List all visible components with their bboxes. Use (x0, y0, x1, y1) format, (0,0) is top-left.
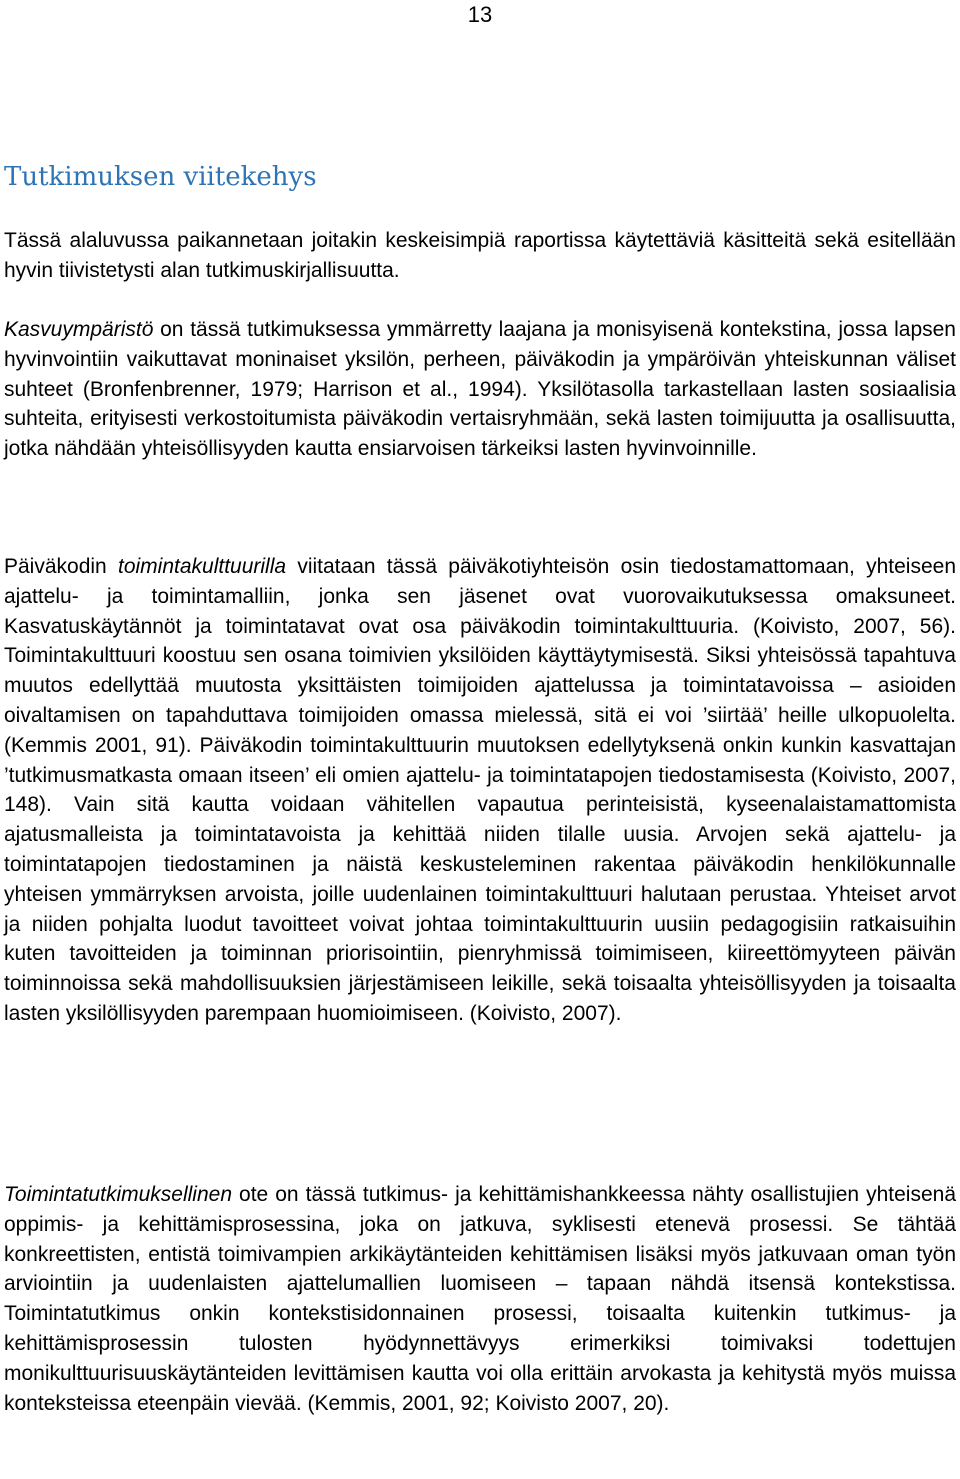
paragraph-intro (4, 226, 956, 286)
paragraph-toimintakulttuuri-text: viitataan tässä päiväkotiyhteisön osin tiedostamattomaan, yhteiseen ajattelu- ja toimintamalliin, jonka sen jäsenet ovat vuorovaikutuksessa omaksuneet. Kasvatuskäytännöt ja toimintatavat ovat osa päiväkodin toimintakulttuuria. (Koivisto, 2007, 56). Toimintakulttuuri koostuu sen osana toimivien yksilöiden käyttäytymisestä. Siksi yhteisössä tapahtuva muutos edellyttää muutosta yksittäisten toimijoiden ajattelussa ja toimintatavoissa – asioiden oivaltamisen on tapahduttava toimijoiden omassa mielessä, sitä ei voi ’siirtää’ heille ulkopuolelta. (Kemmis 2001, 91). Päiväkodin toimintakulttuurin muutoksen edellytyksenä onkin kunkin kasvattajan ’tutkimusmatkasta omaan itseen’ eli omien ajattelu- ja toimintatapojen tiedostamisesta (Koivisto, 2007, 148). Vain sitä kautta voidaan vähitellen vapautua perinteisistä, kyseenalaistamattomista ajatusmalleista ja toimintatavoista ja kehittää niiden tilalle uusia. Arvojen sekä ajattelu- ja toimintatapojen tiedostaminen ja näistä keskusteleminen rakentaa päiväkodin henkilökunnalle yhteisen ymmärryksen arvoista, joille uudenlainen toimintakulttuuri halutaan perustaa. Yhteiset arvot ja niiden pohjalta luodut tavoitteet voivat johtaa toimintakulttuurin uusiin pedagogisiin ratkaisuihin kuten tavoitteiden ja toiminnan priorisointiin, pienryhmissä toimimiseen, kiireettömyyteen päivän toiminnoissa sekä mahdollisuuksien järjestämiseen leikille, sekä toisaalta yhteisöllisyyden ja toisaalta lasten yksilöllisyyden parempaan huomioimiseen. (Koivisto, 2007). (4, 555, 956, 1025)
paragraph-toimintakulttuuri-lead: Päiväkodin (4, 555, 118, 578)
paragraph-toimintatutkimus (4, 1180, 956, 1418)
paragraph-toimintakulttuuri (4, 552, 956, 1029)
page-number: 13 (467, 2, 493, 27)
paragraph-kasvuymparisto (4, 315, 956, 464)
paragraph-intro-text: Tässä alaluvussa paikannetaan joitakin keskeisimpiä raportissa käytettäviä käsitteitä sekä esitellään hyvin tiivistetysti alan tutkimuskirjallisuutta. (4, 229, 956, 282)
term-toimintatutkimuksellinen: Toimintatutkimuksellinen (4, 1183, 232, 1206)
section-heading: Tutkimuksen viitekehys (4, 162, 317, 192)
term-toimintakulttuuri: toimintakulttuurilla (118, 555, 287, 578)
paragraph-kasvuymparisto-text: on tässä tutkimuksessa ymmärretty laajana ja monisyisenä kontekstina, jossa lapsen hyvinvointiin vaikuttavat moninaiset yksilön, perheen, päiväkodin ja ympäröivän yhteiskunnan väliset suhteet (Bronfenbrenner, 1979; Harrison et al., 1994). Yksilötasolla tarkastellaan lasten sosiaalisia suhteita, erityisesti verkostoitumista päiväkodin vertaisryhmään, sekä lasten toimijuutta ja osallisuutta, jotka nähdään yhteisöllisyyden kautta ensiarvoisen tärkeiksi lasten hyvinvoinnille. (4, 318, 956, 461)
paragraph-toimintatutkimus-text: ote on tässä tutkimus- ja kehittämishankkeessa nähty osallistujien yhteisenä oppimis- ja kehittämisprosessina, joka on jatkuva, syklisesti etenevä prosessi. Se tähtää konkreettisten, entistä toimivampien arkikäytänteiden kehittämisen lisäksi myös jatkuvaan oman työn arviointiin ja uudenlaisten ajattelumallien luomiseen – tapaan nähdä itsensä kontekstissa. Toimintatutkimus onkin kontekstisidonnainen prosessi, toisaalta kuitenkin tutkimus- ja kehittämisprosessin tulosten hyödynnettävyys erimerkiksi toimivaksi todettujen monikulttuurisuuskäytänteiden levittämisen kautta voi olla erittäin arvokasta ja kehitystä myös muissa konteksteissa eteenpäin vievää. (Kemmis, 2001, 92; Koivisto 2007, 20). (4, 1183, 956, 1415)
term-kasvuymparisto: Kasvuympäristö (4, 318, 154, 341)
